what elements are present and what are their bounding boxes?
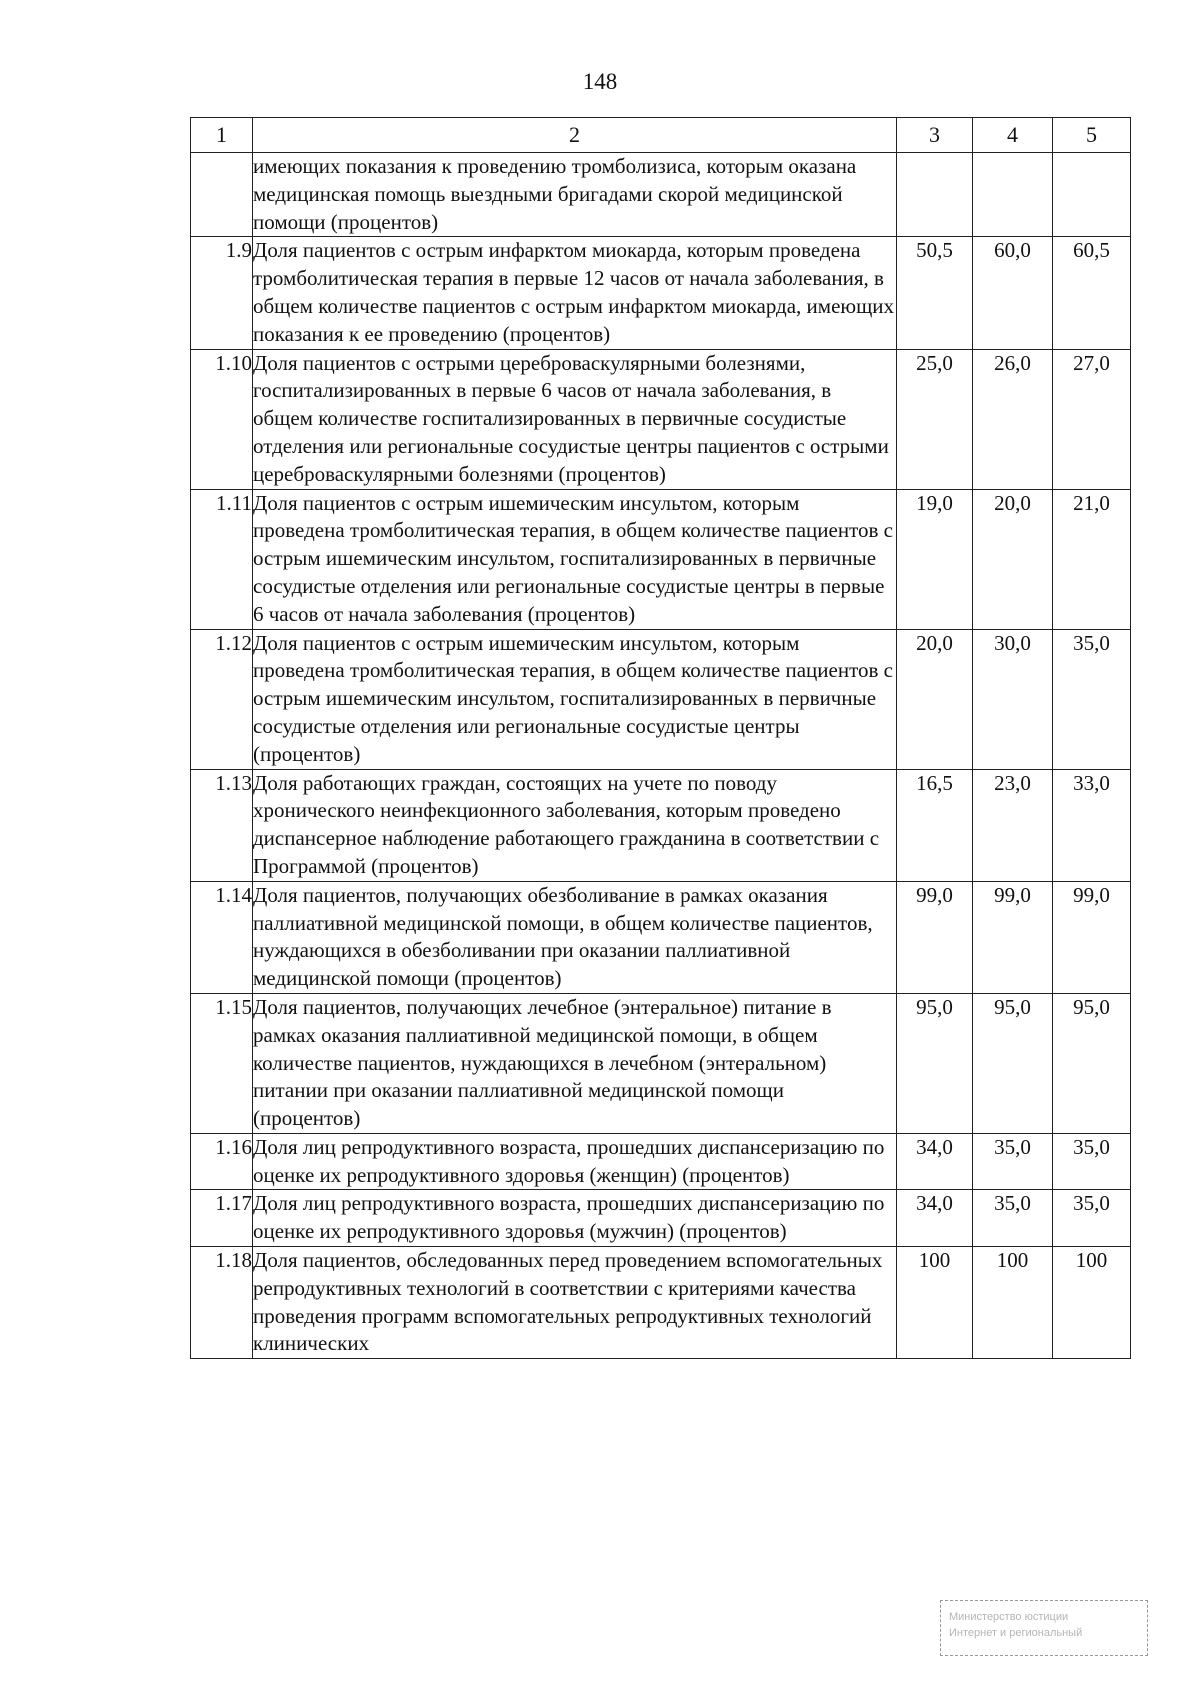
row-value-col-3 (897, 153, 973, 237)
table-row (191, 993, 1131, 1133)
row-value-col-5: 27,0 (1053, 349, 1131, 489)
row-number: 1.17 (191, 1190, 253, 1247)
row-value-col-5: 60,5 (1053, 237, 1131, 349)
row-value-col-5: 35,0 (1053, 1133, 1131, 1190)
table-row (191, 489, 1131, 629)
table-header-row (191, 118, 1131, 153)
row-description: Доля лиц репродуктивного возраста, прошедших диспансеризацию по оценке их репродуктивного здоровья (мужчин) (процентов) (253, 1190, 897, 1247)
row-value-col-4: 35,0 (973, 1190, 1053, 1247)
row-description: имеющих показания к проведению тромболизиса, которым оказана медицинская помощь выездными бригадами скорой медицинской помощи (процентов) (253, 153, 897, 237)
row-value-col-5: 33,0 (1053, 769, 1131, 881)
row-value-col-3: 19,0 (897, 489, 973, 629)
row-value-col-5: 100 (1053, 1247, 1131, 1359)
row-value-col-3: 34,0 (897, 1190, 973, 1247)
row-number: 1.10 (191, 349, 253, 489)
row-description: Доля пациентов, получающих лечебное (энтеральное) питание в рамках оказания паллиативной медицинской помощи, в общем количестве пациентов, нуждающихся в лечебном (энтеральном) питании при оказании паллиативной медицинской помощи (процентов) (253, 993, 897, 1133)
row-value-col-5: 99,0 (1053, 881, 1131, 993)
header-col-4: 4 (973, 118, 1053, 153)
row-value-col-5: 95,0 (1053, 993, 1131, 1133)
row-value-col-4 (973, 153, 1053, 237)
row-value-col-5: 35,0 (1053, 629, 1131, 769)
page-number: 148 (582, 69, 618, 94)
row-value-col-4: 60,0 (973, 237, 1053, 349)
row-number: 1.16 (191, 1133, 253, 1190)
row-description: Доля пациентов с острым ишемическим инсультом, которым проведена тромболитическая терапия, в общем количестве пациентов с острым ишемическим инсультом, госпитализированных в первичные сосудистые отделения или региональные сосудистые центры (процентов) (253, 629, 897, 769)
table-row (191, 769, 1131, 881)
row-number: 1.12 (191, 629, 253, 769)
indicators-table (190, 117, 1131, 1359)
row-number (191, 153, 253, 237)
row-number: 1.9 (191, 237, 253, 349)
table-row (191, 237, 1131, 349)
row-value-col-4: 99,0 (973, 881, 1053, 993)
table-row (191, 1190, 1131, 1247)
table-row (191, 1133, 1131, 1190)
row-number: 1.14 (191, 881, 253, 993)
header-col-5: 5 (1053, 118, 1131, 153)
row-description: Доля пациентов с острым ишемическим инсультом, которым проведена тромболитическая терапия, в общем количестве пациентов с острым ишемическим инсультом, госпитализированных в первичные сосудистые отделения или региональные сосудистые центры в первые 6 часов от начала заболевания (процентов) (253, 489, 897, 629)
header-col-2: 2 (253, 118, 897, 153)
header-col-1: 1 (191, 118, 253, 153)
row-value-col-4: 23,0 (973, 769, 1053, 881)
row-value-col-5: 35,0 (1053, 1190, 1131, 1247)
row-value-col-3: 34,0 (897, 1133, 973, 1190)
stamp-line-1: Министерство юстиции (949, 1611, 1069, 1623)
row-value-col-4: 95,0 (973, 993, 1053, 1133)
row-value-col-5 (1053, 153, 1131, 237)
stamp-line-2: Интернет и региональный (949, 1627, 1083, 1639)
row-description: Доля пациентов с острым инфарктом миокарда, которым проведена тромболитическая терапия в первые 12 часов от начала заболевания, в общем количестве пациентов с острым инфарктом миокарда, имеющих показания к ее проведению (процентов) (253, 237, 897, 349)
row-value-col-3: 95,0 (897, 993, 973, 1133)
row-value-col-3: 16,5 (897, 769, 973, 881)
row-number: 1.11 (191, 489, 253, 629)
row-number: 1.13 (191, 769, 253, 881)
table-row (191, 881, 1131, 993)
row-value-col-4: 30,0 (973, 629, 1053, 769)
row-value-col-3: 50,5 (897, 237, 973, 349)
row-value-col-4: 35,0 (973, 1133, 1053, 1190)
table-row (191, 629, 1131, 769)
table-row (191, 153, 1131, 237)
row-number: 1.15 (191, 993, 253, 1133)
row-description: Доля пациентов, обследованных перед проведением вспомогательных репродуктивных технологий в соответствии с критериями качества проведения программ вспомогательных репродуктивных технологий клинических (253, 1247, 897, 1359)
table-row (191, 1247, 1131, 1359)
row-value-col-3: 20,0 (897, 629, 973, 769)
registration-stamp (940, 1600, 1148, 1656)
row-description: Доля пациентов, получающих обезболивание в рамках оказания паллиативной медицинской помощи, в общем количестве пациентов, нуждающихся в обезболивании при оказании паллиативной медицинской помощи (процентов) (253, 881, 897, 993)
row-value-col-3: 25,0 (897, 349, 973, 489)
header-col-3: 3 (897, 118, 973, 153)
row-value-col-4: 20,0 (973, 489, 1053, 629)
row-value-col-5: 21,0 (1053, 489, 1131, 629)
row-description: Доля пациентов с острыми цереброваскулярными болезнями, госпитализированных в первые 6 часов от начала заболевания, в общем количестве госпитализированных в первичные сосудистые отделения или региональные сосудистые центры пациентов с острыми цереброваскулярными болезнями (процентов) (253, 349, 897, 489)
row-description: Доля лиц репродуктивного возраста, прошедших диспансеризацию по оценке их репродуктивного здоровья (женщин) (процентов) (253, 1133, 897, 1190)
row-value-col-3: 99,0 (897, 881, 973, 993)
table-row (191, 349, 1131, 489)
row-value-col-4: 100 (973, 1247, 1053, 1359)
row-value-col-4: 26,0 (973, 349, 1053, 489)
row-description: Доля работающих граждан, состоящих на учете по поводу хронического неинфекционного заболевания, которым проведено диспансерное наблюдение работающего гражданина в соответствии с Программой (процентов) (253, 769, 897, 881)
row-value-col-3: 100 (897, 1247, 973, 1359)
row-number: 1.18 (191, 1247, 253, 1359)
